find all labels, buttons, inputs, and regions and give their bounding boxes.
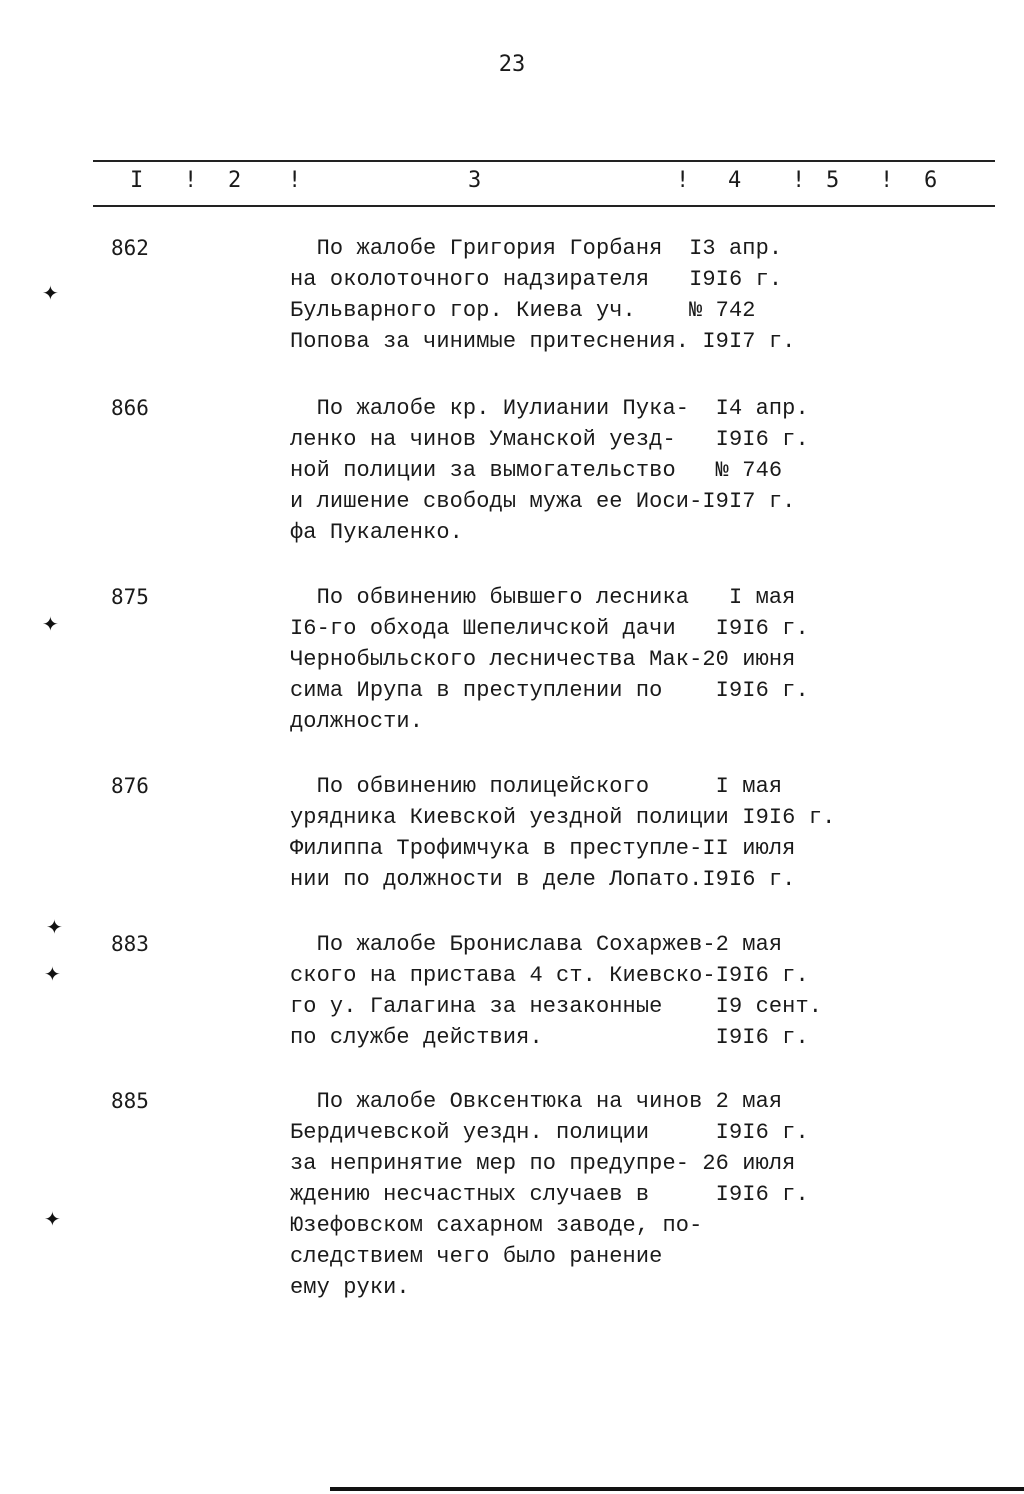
entry-line: ленко на чинов Уманской уезд- I9I6 г. — [290, 427, 809, 452]
entry-line: Филиппа Трофимчука в преступле-II июля — [290, 836, 796, 861]
entry-line: По жалобе кр. Иулиании Пука- I4 апр. — [290, 396, 809, 421]
header-col-5: 5 — [826, 168, 840, 193]
bottom-rule — [330, 1487, 1024, 1491]
header-rule-bottom — [93, 205, 995, 207]
entry-line: урядника Киевской уездной полиции I9I6 г. — [290, 805, 836, 830]
entry-number: 876 — [111, 774, 149, 798]
header-col-4: 4 — [728, 168, 742, 193]
entry-line: Чернобыльского лесничества Мак-20 июня — [290, 647, 796, 672]
margin-mark-icon: ✦ — [42, 612, 59, 636]
entry-line: Бердичевской уездн. полиции I9I6 г. — [290, 1120, 809, 1145]
entry-line: должности. — [290, 709, 424, 734]
margin-mark-icon: ✦ — [44, 962, 61, 986]
header-sep-3: ! — [676, 168, 690, 193]
table-header — [0, 168, 1024, 198]
entry-line: го у. Галагина за незаконные I9 сент. — [290, 994, 823, 1019]
entry-line: ной полиции за вымогательство № 746 — [290, 458, 783, 483]
entry-line: сима Ирупа в преступлении по I9I6 г. — [290, 678, 809, 703]
entry-line: По обвинению бывшего лесника I мая — [290, 585, 796, 610]
header-sep-5: ! — [880, 168, 894, 193]
entry-line: Попова за чинимые притеснения. I9I7 г. — [290, 329, 796, 354]
entry-line: нии по должности в деле Лопато.I9I6 г. — [290, 867, 796, 892]
entry-line: По жалобе Овксентюка на чинов 2 мая — [290, 1089, 783, 1114]
entry-line: Юзефовском сахарном заводе, по- — [290, 1213, 703, 1238]
header-col-6: 6 — [924, 168, 938, 193]
entry-line: и лишение свободы мужа ее Иоси-I9I7 г. — [290, 489, 796, 514]
page-number: 23 — [498, 52, 526, 77]
header-sep-4: ! — [792, 168, 806, 193]
header-sep-1: ! — [184, 168, 198, 193]
header-col-1: I — [130, 168, 144, 193]
entry-line: Бульварного гор. Киева уч. № 742 — [290, 298, 756, 323]
entry-line: по службе действия. I9I6 г. — [290, 1025, 809, 1050]
entry-number: 862 — [111, 236, 149, 260]
header-sep-2: ! — [288, 168, 302, 193]
margin-mark-icon: ✦ — [46, 915, 63, 939]
entry-number: 883 — [111, 932, 149, 956]
header-col-3: 3 — [468, 168, 482, 193]
entry-line: I6-го обхода Шепеличской дачи I9I6 г. — [290, 616, 809, 641]
entry-line: По жалобе Григория Горбаня I3 апр. — [290, 236, 783, 261]
entry-line: за непринятие мер по предупре- 26 июля — [290, 1151, 796, 1176]
entry-line: следствием чего было ранение — [290, 1244, 663, 1269]
margin-mark-icon: ✦ — [42, 281, 59, 305]
header-col-2: 2 — [228, 168, 242, 193]
entry-number: 885 — [111, 1089, 149, 1113]
entry-line: на околоточного надзирателя I9I6 г. — [290, 267, 783, 292]
entry-number: 875 — [111, 585, 149, 609]
entry-line: По жалобе Бронислава Сохаржев-2 мая — [290, 932, 783, 957]
entry-line: ского на пристава 4 ст. Киевско-I9I6 г. — [290, 963, 809, 988]
entry-line: ждению несчастных случаев в I9I6 г. — [290, 1182, 809, 1207]
entry-line: По обвинению полицейского I мая — [290, 774, 783, 799]
margin-mark-icon: ✦ — [44, 1207, 61, 1231]
entry-line: ему руки. — [290, 1275, 410, 1300]
entry-number: 866 — [111, 396, 149, 420]
entry-line: фа Пукаленко. — [290, 520, 463, 545]
header-rule-top — [93, 160, 995, 162]
